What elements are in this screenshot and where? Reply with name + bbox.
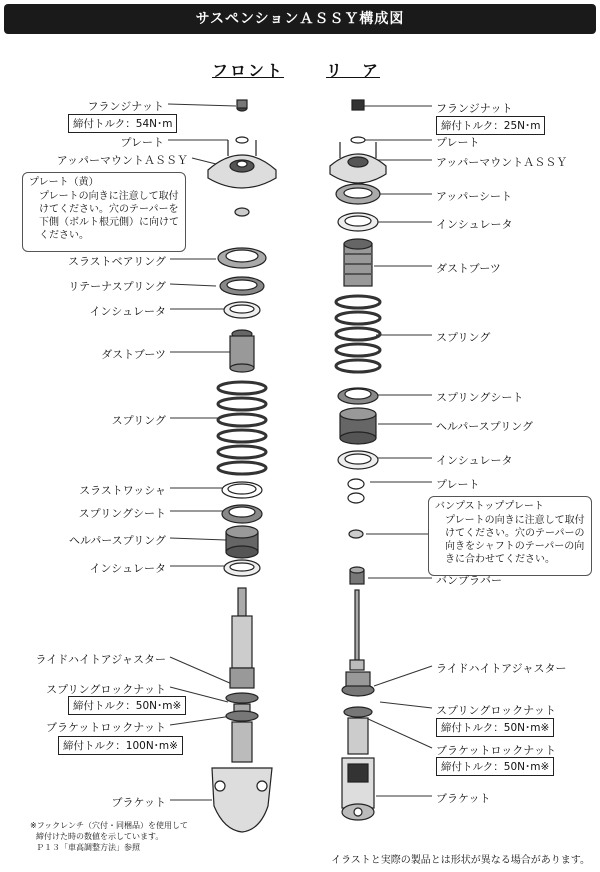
front-torque-flange: 締付トルク：54N･m xyxy=(68,114,177,133)
rear-label-bracket: ブラケット xyxy=(436,792,491,805)
footnote-line-3: Ｐ１３「車高調整方法」参照 xyxy=(36,843,140,852)
rear-label-spring-lock-nut: スプリングロックナット xyxy=(436,704,556,717)
rear-label-spring-seat: スプリングシート xyxy=(436,391,524,404)
front-label-spring-seat: スプリングシート xyxy=(78,507,166,520)
disclaimer: イラストと実際の製品とは形状が異なる場合があります。 xyxy=(331,855,590,866)
footnote xyxy=(30,820,188,853)
rear-torque-flange: 締付トルク：25N･m xyxy=(436,116,545,135)
rear-label-dust-boot: ダストブーツ xyxy=(436,262,501,275)
rear-label-bump-rubber: バンプラバー xyxy=(436,574,502,587)
front-label-ride-height-adjuster: ライドハイトアジャスター xyxy=(35,653,166,666)
rear-label-ride-height-adjuster: ライドハイトアジャスター xyxy=(436,662,567,675)
rear-label-insulator-2: インシュレータ xyxy=(436,454,513,467)
footnote-line-1: ※フックレンチ（穴付・同梱品）を使用して xyxy=(30,821,188,830)
front-torque-bracket-lock: 締付トルク：100N･m※ xyxy=(58,736,183,755)
rear-label-plate: プレート xyxy=(436,136,480,149)
rear-bump-stop-note xyxy=(428,496,592,576)
front-plate-note-title: プレート（黄） xyxy=(29,177,99,188)
front-label-insulator-1: インシュレータ xyxy=(89,305,166,318)
front-label-upper-mount: アッパーマウントＡＳＳＹ xyxy=(56,154,188,167)
front-torque-spring-lock: 締付トルク：50N･m※ xyxy=(68,696,186,715)
front-label-plate: プレート xyxy=(120,136,164,149)
front-label-bracket-lock-nut: ブラケットロックナット xyxy=(45,721,166,734)
rear-label-plate-2: プレート xyxy=(436,478,480,491)
rear-label-flange-nut: フランジナット xyxy=(436,102,513,115)
front-label-flange-nut: フランジナット xyxy=(87,100,164,113)
front-plate-note xyxy=(22,172,186,252)
rear-label-upper-mount: アッパーマウントＡＳＳＹ xyxy=(436,156,568,169)
rear-label-insulator-1: インシュレータ xyxy=(436,218,513,231)
rear-label-helper-spring: ヘルパースプリング xyxy=(436,420,534,433)
rear-label-upper-seat: アッパーシート xyxy=(436,190,513,203)
rear-label-spring: スプリング xyxy=(436,331,491,344)
front-label-dust-boot: ダストブーツ xyxy=(101,348,166,361)
rear-torque-bracket-lock: 締付トルク：50N･m※ xyxy=(436,757,554,776)
page-title: サスペンションＡＳＳＹ構成図 xyxy=(4,4,596,34)
rear-label-bracket-lock-nut: ブラケットロックナット xyxy=(436,744,557,757)
rear-bump-stop-note-body: プレートの向きに注意して取付けてください。穴のテーパーの向きをシャフトのテーパーの向きに合わせてください。 xyxy=(445,515,585,565)
front-label-spring-lock-nut: スプリングロックナット xyxy=(46,683,166,696)
rear-torque-spring-lock: 締付トルク：50N･m※ xyxy=(436,718,554,737)
front-label-thrust-bearing: スラストベアリング xyxy=(67,255,166,268)
front-label-thrust-washer: スラストワッシャ xyxy=(79,484,166,497)
front-label-insulator-2: インシュレータ xyxy=(89,562,166,575)
front-label-retainer-spring: リテーナスプリング xyxy=(68,280,166,293)
front-column-title: フロント xyxy=(212,61,285,80)
rear-column-title: リ ア xyxy=(326,61,381,80)
front-label-spring: スプリング xyxy=(111,414,166,427)
footnote-line-2: 締付けた時の数値を示しています。 xyxy=(36,832,164,841)
rear-bump-stop-note-title: バンプストッププレート xyxy=(435,501,544,512)
front-label-helper-spring: ヘルパースプリング xyxy=(68,534,166,547)
front-label-bracket: ブラケット xyxy=(111,796,166,809)
front-plate-note-body: プレートの向きに注意して取付けてください。穴のテーパーを下側（ボルト根元側）に向けてください。 xyxy=(39,191,179,241)
